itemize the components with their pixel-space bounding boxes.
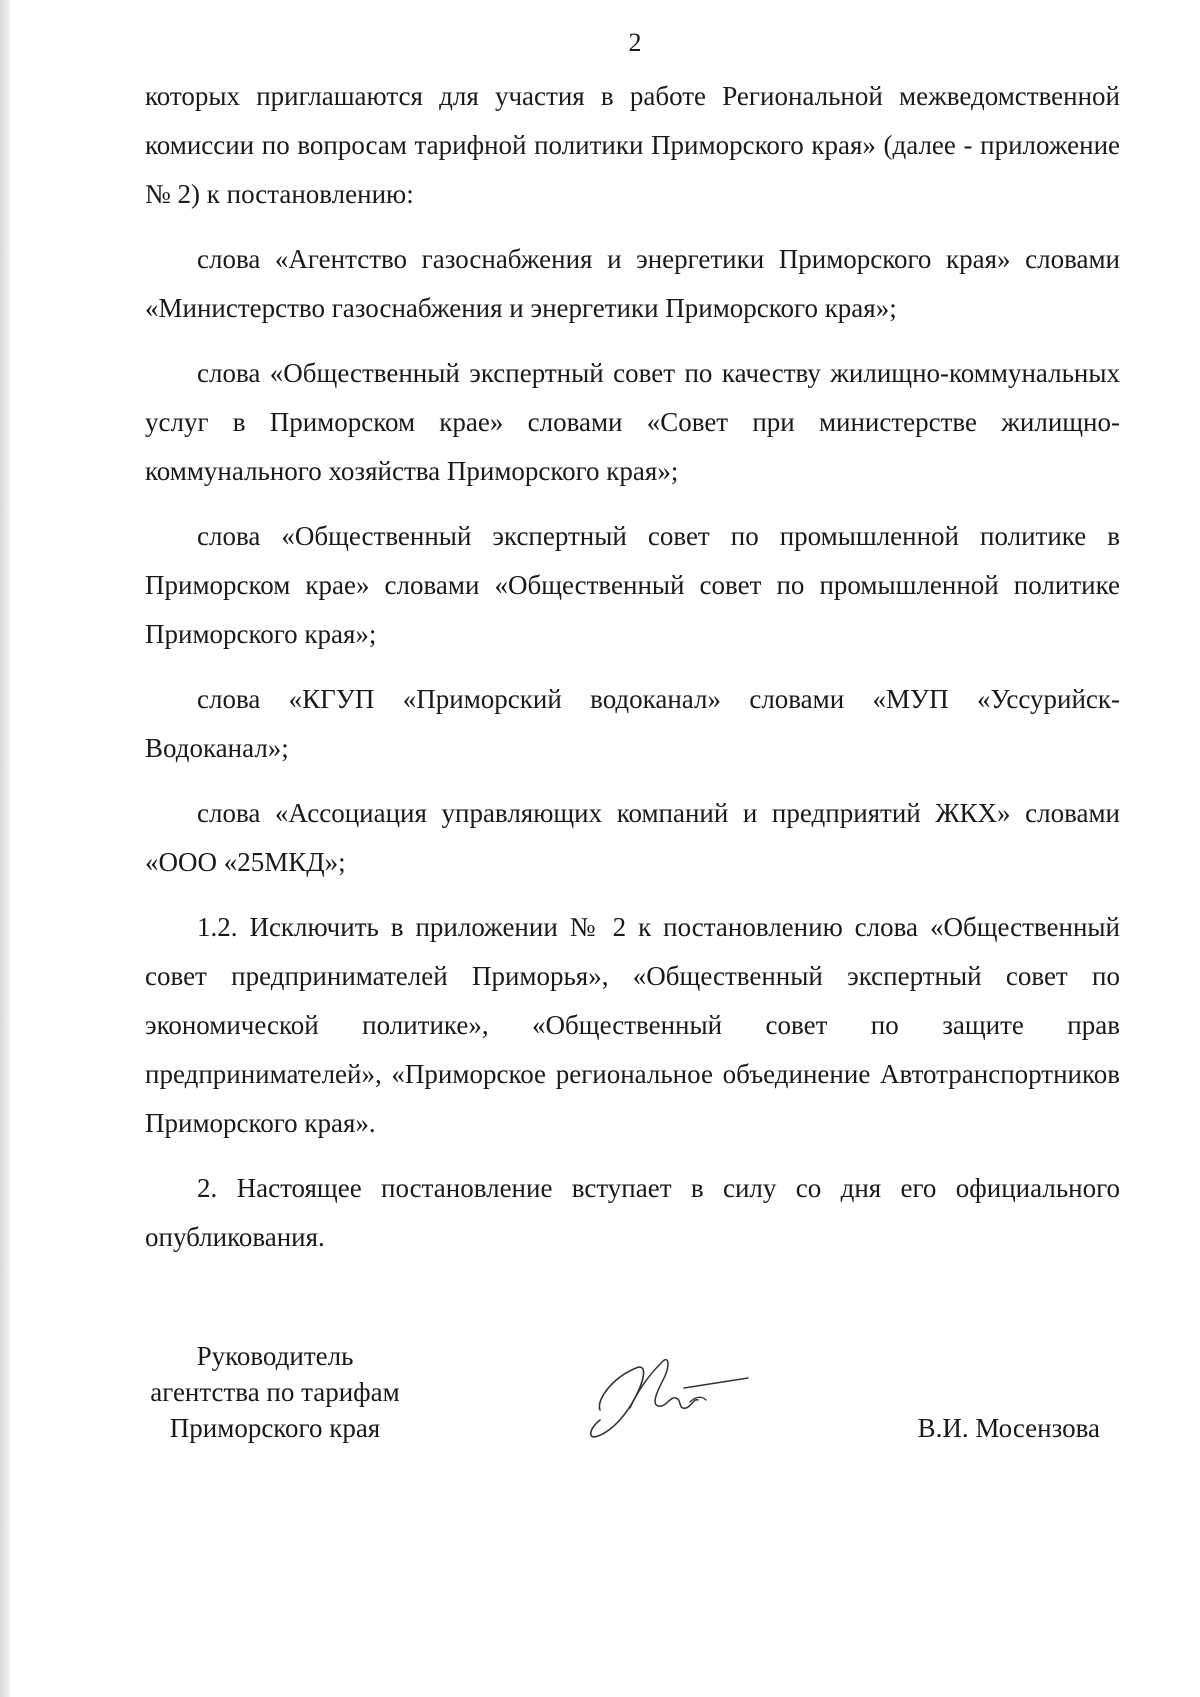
paragraph-replacement-housing: слова «Общественный экспертный совет по качеству жилищно-коммунальных услуг в Приморском крае» словами «Совет при министерстве жилищно-коммунального хозяйства Приморского края»;	[145, 358, 1120, 486]
paragraph-replacement-industry: слова «Общественный экспертный совет по промышленной политике в Приморском крае» словами «Общественный совет по промышленной политике Приморского края»;	[145, 521, 1120, 649]
paragraph-replacement-association: слова «Ассоциация управляющих компаний и предприятий ЖКХ» словами «ООО «25МКД»;	[145, 798, 1120, 877]
paragraph-replacement-vodokanal: слова «КГУП «Приморский водоканал» словами «МУП «Уссурийск-Водоканал»;	[145, 684, 1120, 763]
paragraph-item-1-2: 1.2. Исключить в приложении № 2 к постановлению слова «Общественный совет предпринимателей Приморья», «Общественный экспертный совет по экономической политике», «Общественный совет по защите прав предпринимателей», «Приморское региональное объединение Автотранспортников Приморского края».	[145, 912, 1120, 1138]
signer-title-line: Приморского края	[169, 1413, 381, 1443]
handwritten-signature	[578, 1338, 758, 1458]
paragraph-replacement-energy: слова «Агентство газоснабжения и энергетики Приморского края» словами «Министерство газоснабжения и энергетики Приморского края»;	[145, 244, 1120, 323]
paragraph-continuation: которых приглашаются для участия в работе Региональной межведомственной комиссии по вопросам тарифной политики Приморского края» (далее - приложение № 2) к постановлению:	[145, 81, 1120, 209]
page-number: 2	[628, 28, 642, 57]
signer-title-line: агентства по тарифам	[150, 1377, 400, 1407]
document-body	[145, 72, 1120, 1262]
signer-name: В.И. Мосензова	[917, 1413, 1100, 1443]
page-edge-shadow	[0, 0, 10, 1697]
signer-title	[130, 1338, 420, 1446]
signer-title-line: Руководитель	[196, 1341, 354, 1371]
signature-block	[130, 1338, 1120, 1458]
paragraph-item-2: 2. Настоящее постановление вступает в силу со дня его официального опубликования.	[145, 1173, 1120, 1252]
